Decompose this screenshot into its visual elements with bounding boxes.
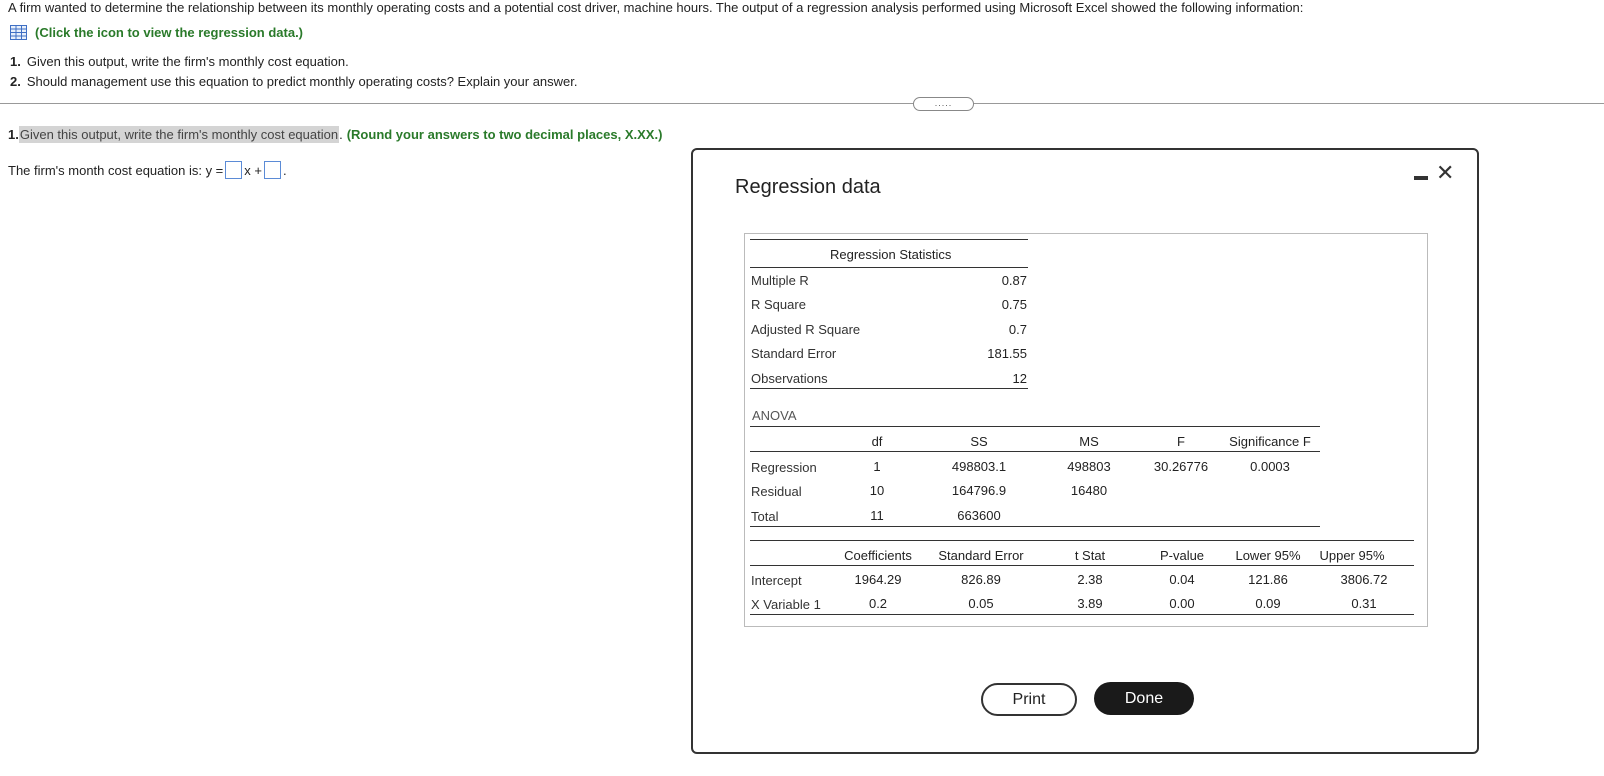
- expand-handle[interactable]: .....: [913, 97, 974, 111]
- anova-header: F: [1177, 434, 1185, 449]
- print-button[interactable]: Print: [981, 683, 1077, 716]
- equation-prefix: The firm's month cost equation is: y =: [8, 162, 224, 178]
- anova-header: MS: [1079, 434, 1099, 449]
- table-rule: [750, 451, 1320, 452]
- close-icon[interactable]: ✕: [1436, 160, 1455, 185]
- anova-row-label: Total: [751, 509, 779, 524]
- stat-value: 0.7: [1008, 322, 1027, 337]
- stat-label: Adjusted R Square: [751, 322, 861, 337]
- anova-cell: 1: [873, 459, 881, 474]
- coef-cell: 1964.29: [854, 572, 902, 587]
- stat-label: R Square: [751, 297, 806, 312]
- anova-cell: 164796.9: [951, 483, 1007, 498]
- anova-cell: 0.0003: [1250, 459, 1290, 474]
- table-rule: [750, 540, 1414, 541]
- section-divider: [0, 103, 1604, 104]
- stat-value: 0.87: [1001, 273, 1027, 288]
- anova-cell: 663600: [957, 508, 1001, 523]
- question-item-2: [10, 74, 578, 89]
- anova-cell: 10: [869, 483, 885, 498]
- table-rule: [750, 565, 1414, 566]
- stat-label: Standard Error: [751, 346, 837, 361]
- coef-header: Lower 95%: [1235, 548, 1301, 563]
- anova-header: SS: [970, 434, 988, 449]
- coef-header: Standard Error: [938, 548, 1024, 563]
- done-button[interactable]: Done: [1094, 682, 1194, 715]
- rounding-hint: (Round your answers to two decimal places, X.XX.): [346, 127, 663, 142]
- coef-cell: 826.89: [961, 572, 1001, 587]
- stat-value: 181.55: [987, 346, 1027, 361]
- coef-row-label: X Variable 1: [751, 597, 821, 612]
- question-1-prompt: [8, 127, 662, 142]
- regression-output-table: [744, 233, 1428, 627]
- question-item-1: [10, 54, 349, 69]
- table-grid-icon[interactable]: [10, 25, 27, 40]
- view-regression-data-link[interactable]: [10, 25, 303, 40]
- problem-intro: A firm wanted to determine the relationship between its monthly operating costs and a potential cost driver, machine hours. The output of a regression analysis performed using Microsoft Excel showed the following information:: [8, 0, 1304, 15]
- anova-row-label: Residual: [751, 484, 802, 499]
- anova-cell: 16480: [1070, 483, 1108, 498]
- table-rule: [750, 526, 1320, 527]
- coef-cell: 2.38: [1077, 572, 1103, 587]
- question-period: .: [339, 127, 343, 142]
- anova-header: Significance F: [1229, 434, 1311, 449]
- table-rule: [750, 267, 1028, 268]
- coef-cell: 3.89: [1077, 596, 1103, 611]
- stat-label: Observations: [751, 371, 828, 386]
- coef-cell: 0.2: [868, 596, 888, 611]
- highlighted-question-text: Given this output, write the firm's monthly cost equation: [19, 127, 339, 142]
- minimize-icon[interactable]: [1414, 176, 1428, 180]
- regression-stats-header: Regression Statistics: [830, 247, 952, 262]
- slope-answer-input[interactable]: [225, 161, 242, 179]
- data-link-label[interactable]: (Click the icon to view the regression data.): [35, 25, 304, 40]
- anova-row-label: Regression: [751, 460, 817, 475]
- coef-cell: 0.31: [1351, 596, 1377, 611]
- question-number: 2.: [10, 74, 21, 89]
- coef-header: t Stat: [1074, 548, 1106, 563]
- dialog-title: Regression data: [735, 176, 881, 198]
- question-text: Given this output, write the firm's monthly cost equation.: [26, 54, 349, 69]
- table-rule: [750, 388, 1028, 389]
- table-rule: [750, 614, 1414, 615]
- anova-cell: 30.26776: [1153, 459, 1209, 474]
- coef-cell: 0.04: [1169, 572, 1195, 587]
- table-rule: [750, 426, 1320, 427]
- coef-cell: 0.05: [968, 596, 994, 611]
- question-text: Should management use this equation to predict monthly operating costs? Explain your answer.: [26, 74, 578, 89]
- stat-value: 0.75: [1001, 297, 1027, 312]
- question-number: 1.: [10, 54, 21, 69]
- question-number: 1.: [8, 127, 19, 142]
- anova-cell: 11: [870, 508, 884, 523]
- anova-header: df: [871, 434, 883, 449]
- coef-cell: 121.86: [1248, 572, 1288, 587]
- coef-row-label: Intercept: [751, 573, 802, 588]
- anova-label: ANOVA: [752, 408, 797, 423]
- coef-header: Coefficients: [844, 548, 912, 563]
- equation-mid: x +: [244, 162, 262, 178]
- coef-header: P-value: [1159, 548, 1205, 563]
- intercept-answer-input[interactable]: [264, 161, 281, 179]
- equation-suffix: .: [283, 162, 287, 178]
- regression-data-dialog: [691, 148, 1479, 754]
- coef-cell: 0.09: [1255, 596, 1281, 611]
- anova-cell: 498803.1: [951, 459, 1007, 474]
- stat-label: Multiple R: [751, 273, 809, 288]
- coef-cell: 0.00: [1169, 596, 1195, 611]
- coef-cell: 3806.72: [1340, 572, 1388, 587]
- table-rule: [750, 239, 1028, 240]
- cost-equation-line: [8, 161, 287, 179]
- anova-cell: 498803: [1067, 459, 1111, 474]
- stat-value: 12: [1012, 371, 1027, 386]
- coef-header: Upper 95%: [1319, 548, 1385, 563]
